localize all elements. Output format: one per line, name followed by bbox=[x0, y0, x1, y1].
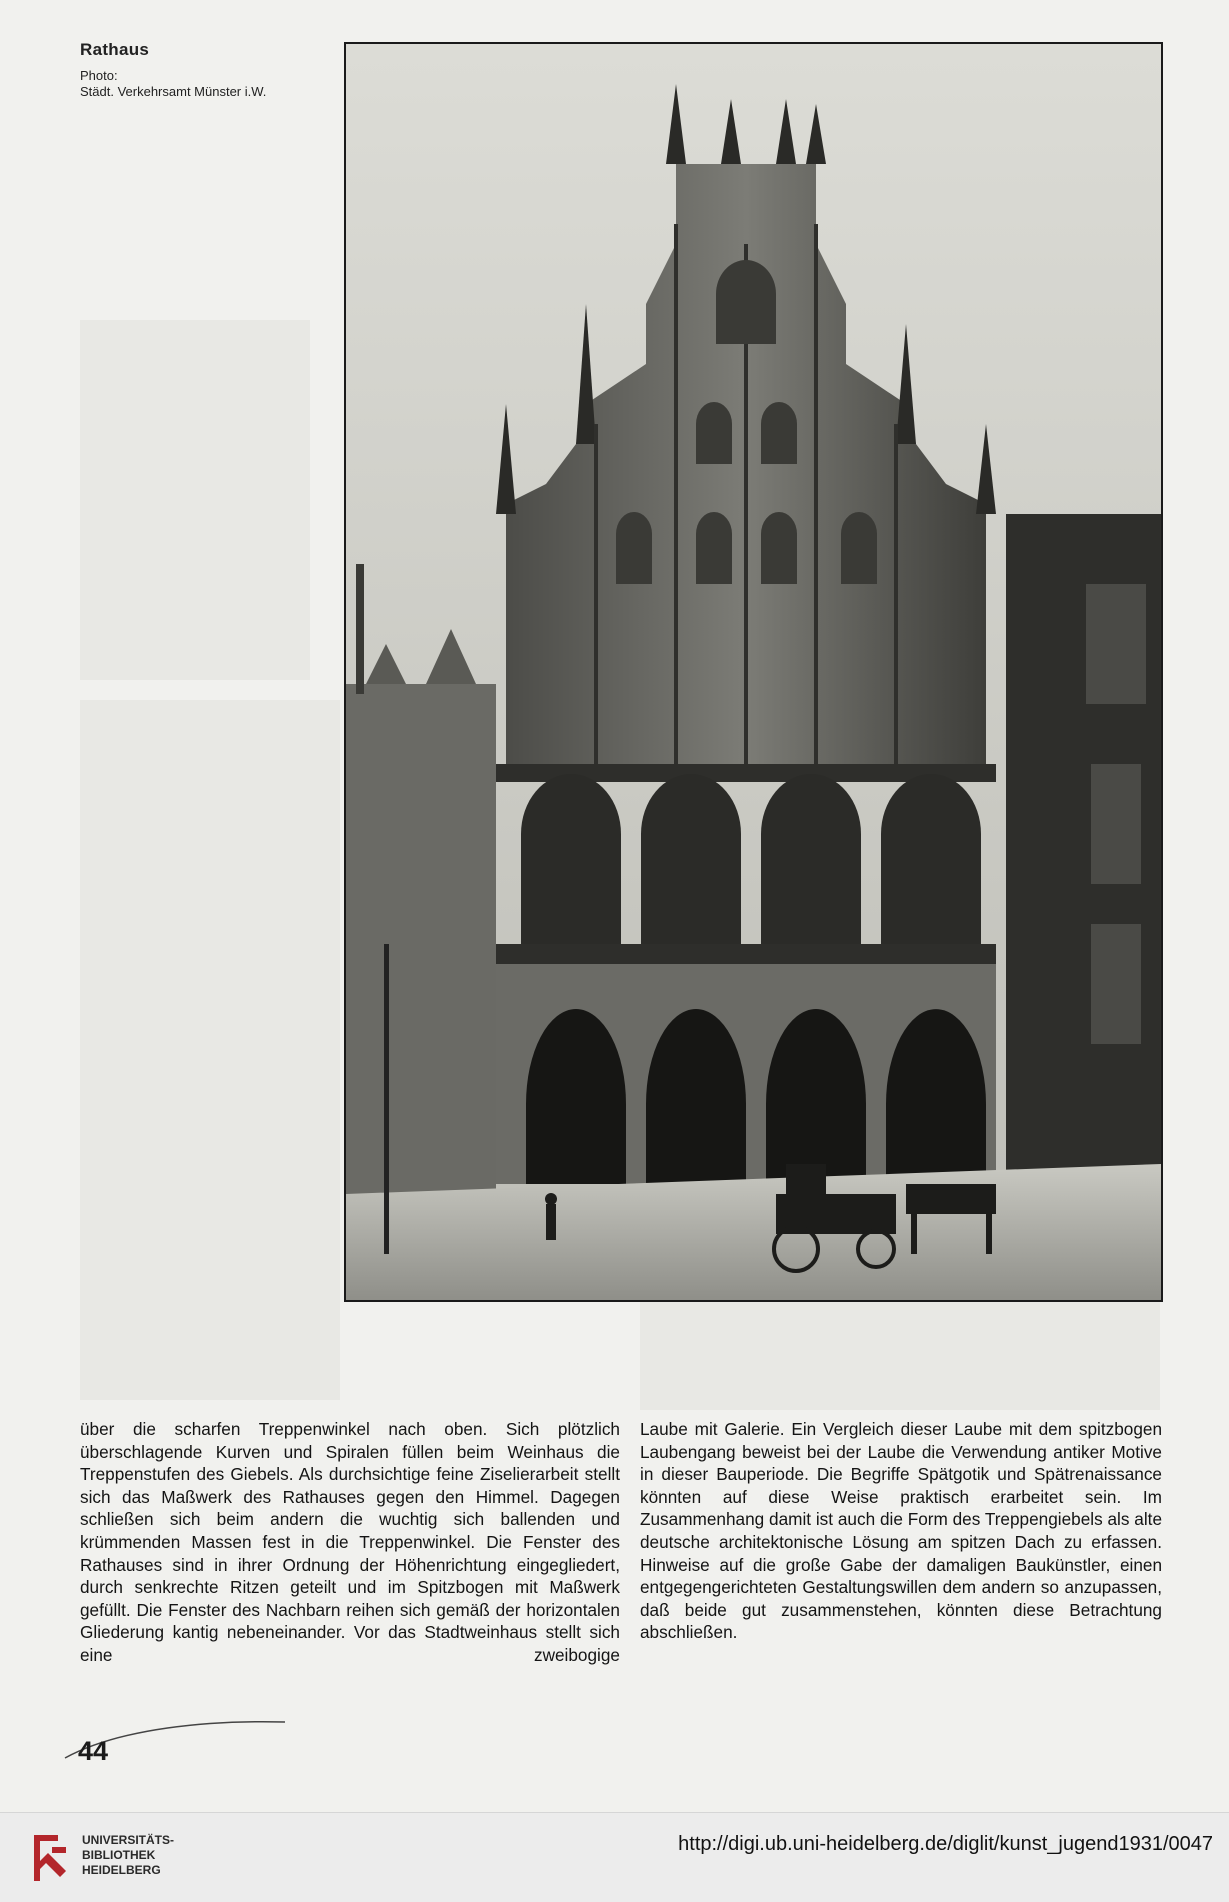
rathaus-illustration bbox=[346, 44, 1161, 1300]
caption-photo-label: Photo: bbox=[80, 68, 118, 83]
rathaus-photo bbox=[344, 42, 1163, 1302]
library-name bbox=[82, 1833, 174, 1878]
library-name-line1: UNIVERSITÄTS- bbox=[82, 1833, 175, 1847]
library-footer bbox=[0, 1812, 1229, 1902]
body-text-left-column bbox=[80, 1418, 620, 1689]
show-through-left-text bbox=[80, 700, 340, 1400]
caption-title: Rathaus bbox=[80, 40, 150, 59]
page-number: 44 bbox=[78, 1736, 109, 1766]
caption-photo-credit: Städt. Verkehrsamt Münster i.W. bbox=[80, 84, 267, 99]
library-name-line2: BIBLIOTHEK bbox=[82, 1848, 156, 1862]
photo-caption bbox=[80, 38, 340, 100]
paragraph-right: Laube mit Galerie. Ein Vergleich dieser Laube mit dem spitzbogen Laubengang beweist bei der Laube die Verwendung antiker Motive in dieser Bauperiode. Die Begriffe Spätgotik und Spätrenaissance könnten auf diese Weise praktisch erarbeitet sein. Im Zusammenhang damit ist auch die Form des Treppengiebels als alte deutsche architektonische Lösung am spitzen Dach zu erfassen. Hinweise auf die große Gabe der damaligen Baukünstler, einen entgegengerichteten Gestaltungswillen dem andern so anzupassen, daß beide gut zusammenstehen, könnten diese Betrachtung abschließen. bbox=[640, 1419, 1162, 1643]
library-name-line3: HEIDELBERG bbox=[82, 1863, 161, 1877]
heidelberg-library-logo-icon[interactable] bbox=[28, 1831, 72, 1885]
body-text-right-column bbox=[640, 1418, 1162, 1667]
document-url-link[interactable]: http://digi.ub.uni-heidelberg.de/diglit/kunst_jugend1931/0047 bbox=[678, 1833, 1213, 1855]
show-through-left bbox=[80, 320, 310, 680]
paragraph-left: über die scharfen Treppenwinkel nach oben. Sich plötzlich überschlagende Kurven und Spiralen füllen beim Weinhaus die Treppenstufen des Giebels. Als durchsichtige feine Ziselierarbeit stellt sich das Maßwerk des Rathauses gegen den Himmel. Dagegen schließen sich beim andern die wuchtig sich ballenden und krümmenden Massen fest in die Treppenwinkel. Die Fenster des Rathauses sind in ihrer Ordnung der Höhenrichtung eingegliedert, durch senkrechte Ritzen geteilt und im Spitzbogen mit Maßwerk gefüllt. Die Fenster des Nachbarn reihen sich gemäß der horizontalen Gliederung kantig nebeneinander. Vor das Stadtweinhaus stellt sich eine zweibogige bbox=[80, 1419, 620, 1665]
show-through-right-text bbox=[640, 1300, 1160, 1410]
